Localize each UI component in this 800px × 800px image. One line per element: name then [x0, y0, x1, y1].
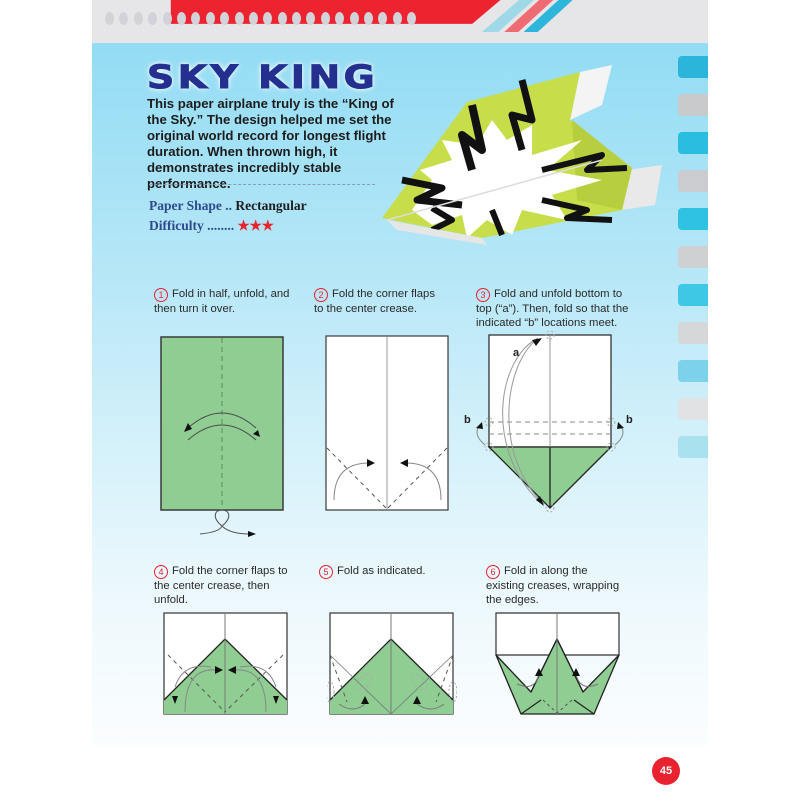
paper-shape-label: Paper Shape ..: [149, 198, 233, 213]
header-dot: [364, 12, 373, 25]
paper-airplane-photo: [372, 60, 672, 245]
page-number: 45: [652, 757, 680, 785]
header-dot: [206, 12, 215, 25]
step-2-label: Fold the corner flaps to the center crease.: [314, 288, 435, 315]
step-1-text: [154, 287, 294, 316]
side-tab: [678, 360, 708, 382]
step-5-diagram: [327, 612, 457, 716]
header-dot: [393, 12, 402, 25]
header-dot: [263, 12, 272, 25]
header-dot: [220, 12, 229, 25]
header-dot: [177, 12, 186, 25]
header-dot: [235, 12, 244, 25]
label-a: a: [513, 347, 520, 359]
step-4-label: Fold the corner flaps to the center crease, then unfold.: [154, 565, 288, 606]
header-dots: [105, 12, 416, 25]
header-dot: [378, 12, 387, 25]
header-dot: [105, 12, 114, 25]
label-b-right: b: [626, 414, 633, 426]
step-1-label: Fold in half, unfold, and then turn it over.: [154, 288, 290, 315]
step-3-label: Fold and unfold bottom to top (“a”). Then, fold so that the indicated “b” locations meet.: [476, 288, 629, 329]
step-3-text: [476, 287, 636, 330]
paper-shape-row: [149, 198, 307, 214]
difficulty-row: [149, 218, 274, 234]
step-4-number: 4: [154, 565, 168, 579]
header-dot: [134, 12, 143, 25]
step-2-number: 2: [314, 288, 328, 302]
step-3-number: 3: [476, 288, 490, 302]
header-dot: [350, 12, 359, 25]
difficulty-label: Difficulty ........: [149, 218, 235, 233]
header-dot: [306, 12, 315, 25]
page-title: SKY KING: [147, 58, 379, 96]
intro-paragraph: This paper airplane truly is the “King of the Sky.” The design helped me set the original world record for longest flight duration. When thrown high, it demonstrates incredibly stable performance.: [147, 96, 394, 191]
side-tab: [678, 132, 708, 154]
header-dot: [278, 12, 287, 25]
difficulty-stars: ★★★: [237, 218, 274, 233]
header-dot: [335, 12, 344, 25]
header-dot: [148, 12, 157, 25]
side-tab: [678, 56, 708, 78]
label-b-left: b: [464, 414, 471, 426]
step-6-label: Fold in along the existing creases, wrapping the edges.: [486, 565, 620, 606]
side-tab: [678, 322, 708, 344]
step-6-text: [486, 564, 626, 607]
header-dot: [163, 12, 172, 25]
divider: [149, 184, 375, 185]
header-dot: [407, 12, 416, 25]
header-dot: [119, 12, 128, 25]
step-4-diagram: [163, 612, 289, 716]
step-1-number: 1: [154, 288, 168, 302]
paper-shape-value: Rectangular: [235, 198, 307, 213]
step-3-diagram: [456, 330, 636, 520]
header-dot: [249, 12, 258, 25]
step-2-text: [314, 287, 444, 316]
side-tab: [678, 170, 708, 192]
side-tab: [678, 208, 708, 230]
step-5-text: [319, 564, 449, 579]
side-tab: [678, 284, 708, 306]
side-tab: [678, 246, 708, 268]
step-5-label: Fold as indicated.: [337, 565, 426, 577]
step-6-number: 6: [486, 565, 500, 579]
side-tab: [678, 436, 708, 458]
header-dot: [191, 12, 200, 25]
step-2-diagram: [325, 335, 450, 511]
step-1-diagram: [160, 336, 285, 542]
step-6-diagram: [495, 612, 621, 716]
header-dot: [292, 12, 301, 25]
book-page: [92, 0, 708, 800]
step-5-number: 5: [319, 565, 333, 579]
header-dot: [321, 12, 330, 25]
side-tab: [678, 398, 708, 420]
side-tab: [678, 94, 708, 116]
step-4-text: [154, 564, 294, 607]
